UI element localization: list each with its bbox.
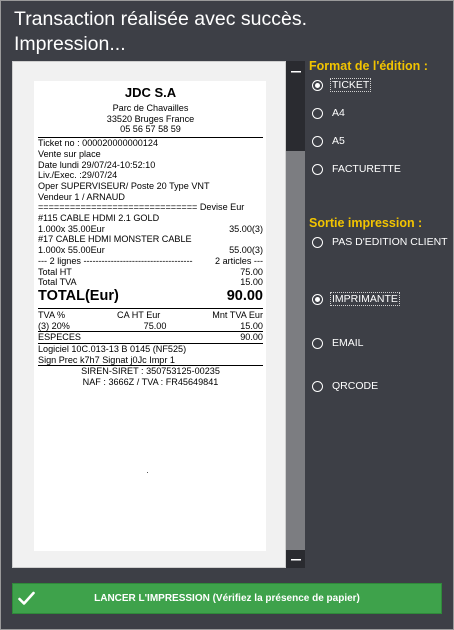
tva-row-amount: 15.00 xyxy=(240,320,263,331)
item-1-line xyxy=(38,224,263,235)
ticket-number: Ticket no : 000020000000124 xyxy=(38,138,158,149)
software-line: Logiciel 10C.013-13 B 0145 (NF525) xyxy=(38,344,187,355)
total-ht-value: 75.00 xyxy=(240,266,263,277)
item-2-name: #17 CABLE HDMI MONSTER CABLE xyxy=(38,234,192,245)
preview-scrollbar[interactable] xyxy=(286,61,305,568)
tva-header xyxy=(38,310,263,321)
total-ht-line xyxy=(38,267,263,278)
scroll-down-button[interactable] xyxy=(286,550,305,568)
item-1-name: #115 CABLE HDMI 2.1 GOLD xyxy=(38,213,160,224)
item-1-qty: 1.000x 35.00Eur xyxy=(38,223,105,234)
radio-icon xyxy=(312,338,323,349)
item-2-line xyxy=(38,245,263,256)
payment-value: 90.00 xyxy=(240,332,263,343)
radio-icon xyxy=(312,294,323,305)
company-phone: 05 56 57 58 59 xyxy=(120,124,181,135)
scroll-up-button[interactable] xyxy=(286,61,305,79)
output-option-email[interactable] xyxy=(312,335,364,351)
currency-separator: ============================== Devise Eur xyxy=(38,202,245,213)
company-address-1: Parc de Chavailles xyxy=(112,103,189,113)
summary-line xyxy=(38,256,263,267)
company-name: JDC S.A xyxy=(124,85,177,100)
arrow-up-icon xyxy=(291,66,301,74)
option-label: FACTURETTE xyxy=(332,163,401,175)
radio-icon xyxy=(312,108,323,119)
payment-line xyxy=(38,332,263,344)
option-label: A4 xyxy=(332,107,345,119)
item-1-total: 35.00(3) xyxy=(229,223,263,234)
ticket-date: Date lundi 29/07/24-10:52:10 xyxy=(38,159,156,170)
tva-row xyxy=(38,321,263,333)
title-line-2: Impression... xyxy=(14,33,126,55)
sale-type: Vente sur place xyxy=(38,148,101,159)
tva-col-amount: Mnt TVA Eur xyxy=(212,309,263,320)
format-option-ticket[interactable] xyxy=(312,77,371,93)
total-tva-line xyxy=(38,277,263,288)
ticket-preview xyxy=(34,81,266,551)
tva-col-rate: TVA % xyxy=(38,309,66,320)
delivery-date: Liv./Exec. :29/07/24 xyxy=(38,170,118,181)
option-label: TICKET xyxy=(332,79,370,91)
total-ht-label: Total HT xyxy=(38,266,72,277)
total-tva-value: 15.00 xyxy=(240,277,263,288)
naf-line: NAF : 3666Z / TVA : FR45649841 xyxy=(82,377,219,388)
format-option-facturette[interactable] xyxy=(312,161,401,177)
ticket-dot xyxy=(147,472,148,473)
radio-icon xyxy=(312,381,323,392)
tva-row-rate: (3) 20% xyxy=(38,320,70,331)
format-option-a4[interactable] xyxy=(312,105,345,121)
operator-line: Oper SUPERVISEUR/ Poste 20 Type VNT xyxy=(38,180,210,191)
format-option-a5[interactable] xyxy=(312,133,345,149)
ticket-preview-pane xyxy=(12,61,286,568)
company-address-2: 33520 Bruges France xyxy=(106,113,195,124)
signature-line: Sign Prec k7h7 Signat j0Jc Impr 1 xyxy=(38,355,263,367)
total-tva-label: Total TVA xyxy=(38,277,77,288)
grand-total-value: 90.00 xyxy=(226,287,263,304)
grand-total-label: TOTAL(Eur) xyxy=(38,287,119,304)
article-count: 2 articles --- xyxy=(215,255,263,266)
option-label: IMPRIMANTE xyxy=(332,293,398,305)
radio-icon xyxy=(312,237,323,248)
title-line-1: Transaction réalisée avec succès. xyxy=(14,8,307,30)
tva-row-ht: 75.00 xyxy=(143,320,167,331)
payment-label: ESPECES xyxy=(38,332,81,343)
seller-line: Vendeur 1 / ARNAUD xyxy=(38,191,125,202)
siren-line: SIREN-SIRET : 350753125-00235 xyxy=(81,366,220,377)
arrow-down-icon xyxy=(291,555,301,563)
check-icon xyxy=(18,591,35,606)
launch-print-label: LANCER L'IMPRESSION (Vérifiez la présence de papier) xyxy=(94,593,360,604)
item-2-total: 55.00(3) xyxy=(229,245,263,256)
radio-icon xyxy=(312,164,323,175)
radio-icon xyxy=(312,80,323,91)
option-label: A5 xyxy=(332,135,345,147)
line-count: --- 2 lignes ------------------------------------ xyxy=(38,255,193,266)
output-section-title: Sortie impression : xyxy=(309,216,423,230)
divider xyxy=(38,308,263,309)
scroll-thumb[interactable] xyxy=(286,79,305,151)
option-label: QRCODE xyxy=(332,380,379,392)
item-2-qty: 1.000x 55.00Eur xyxy=(38,245,105,256)
option-label: EMAIL xyxy=(332,337,364,349)
option-label: PAS D'EDITION CLIENT xyxy=(332,236,448,248)
format-section-title: Format de l'édition : xyxy=(309,59,428,73)
grand-total-line xyxy=(38,288,263,304)
radio-icon xyxy=(312,136,323,147)
launch-print-button[interactable] xyxy=(12,583,442,614)
output-option-printer[interactable] xyxy=(312,291,400,307)
tva-col-ht: CA HT Eur xyxy=(117,309,161,320)
output-option-no-client-edition[interactable] xyxy=(312,234,448,250)
dialog-title xyxy=(14,7,434,57)
output-option-qrcode[interactable] xyxy=(312,378,378,394)
